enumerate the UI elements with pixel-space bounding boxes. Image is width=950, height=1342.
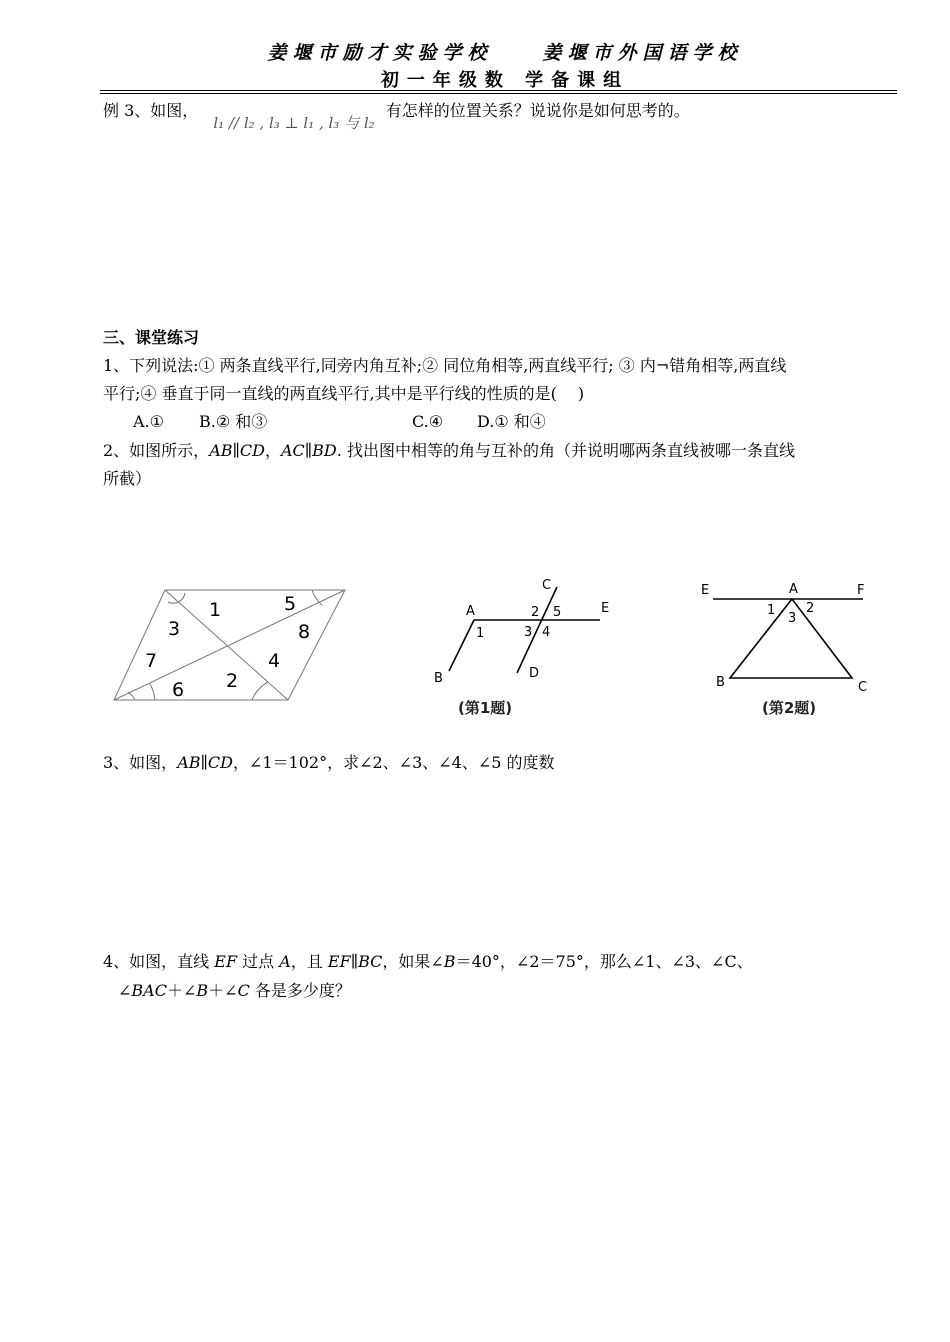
q1fig-angle-2: 2 xyxy=(531,605,540,620)
q3-line xyxy=(103,748,555,777)
q2fig-point-b: B xyxy=(716,675,725,690)
q1-line1: 1、下列说法:① 两条直线平行,同旁内角互补;② 同位角相等,两直线平行; ③ 内¬错角相等,两直线 xyxy=(103,356,787,375)
q1fig-caption: (第1题) xyxy=(458,699,513,717)
para-angle-4: 4 xyxy=(268,650,281,672)
q4-b2: B xyxy=(196,981,209,1000)
q2-prefix: 2、如图所示， xyxy=(103,441,210,460)
para-angle-1: 1 xyxy=(209,599,222,621)
q2-sep: ， xyxy=(264,441,281,460)
q2-rel1: AB∥CD xyxy=(209,441,265,460)
q1fig-angle-3: 3 xyxy=(524,625,533,640)
q2-rel2: AC∥BD xyxy=(280,441,337,460)
q1-option-a: A.① xyxy=(133,412,164,431)
q1fig-point-c: C xyxy=(542,578,552,593)
q4-plus1: ＋∠ xyxy=(166,981,197,1000)
q1fig-angle-5: 5 xyxy=(553,605,562,620)
q1-line2: 平行;④ 垂直于同一直线的两直线平行,其中是平行线的性质的是( ) xyxy=(103,384,585,403)
q1-option-c: C.④ xyxy=(412,412,444,431)
q4-line2 xyxy=(118,976,351,1005)
q1fig-angle-1: 1 xyxy=(476,626,485,641)
q3-prefix: 3、如图， xyxy=(103,753,178,772)
q4-a: A xyxy=(279,952,291,971)
q4-rest1: ＝40°，∠2＝75°，那么∠1、∠3、∠C、 xyxy=(455,952,753,971)
q4-plus2: ＋∠ xyxy=(208,981,238,1000)
para-angle-3: 3 xyxy=(168,618,181,640)
q1fig-point-a: A xyxy=(466,604,475,619)
q2fig-angle-3: 3 xyxy=(788,611,797,626)
example3-prefix: 例 3、如图， xyxy=(103,101,199,120)
para-angle-5: 5 xyxy=(284,593,297,615)
para-angle-7: 7 xyxy=(145,650,158,672)
q4-ef: EF xyxy=(214,952,238,971)
q4-prefix: 4、如图，直线 xyxy=(103,952,215,971)
q1-option-b: B.② 和③ xyxy=(199,412,268,431)
para-angle-6: 6 xyxy=(172,679,185,701)
example3-suffix: 有怎样的位置关系？说说你是如何思考的。 xyxy=(385,101,690,120)
q4-end: 各是多少度？ xyxy=(249,981,351,1000)
q2fig-point-e: E xyxy=(701,583,710,598)
q2fig-point-f: F xyxy=(857,583,865,598)
q2-rest: . 找出图中相等的角与互补的角（并说明哪两条直线被哪一条直线 xyxy=(336,441,795,460)
q4-b: B xyxy=(443,952,456,971)
q2fig-point-a: A xyxy=(789,582,798,597)
para-angle-2: 2 xyxy=(226,670,239,692)
q4-mid3: ，如果∠ xyxy=(382,952,444,971)
section-title: 三、课堂练习 xyxy=(103,328,200,347)
q1-option-d: D.① 和④ xyxy=(477,412,546,431)
q3-rest: ，∠1＝102°，求∠2、∠3、∠4、∠5 的度数 xyxy=(232,753,555,772)
q3-rel: AB∥CD xyxy=(177,753,233,772)
q2fig-angle-1: 1 xyxy=(767,603,776,618)
header-school-line: 姜堰市励才实验学校 姜堰市外国语学校 xyxy=(267,42,743,64)
para-angle-8: 8 xyxy=(298,621,311,643)
q2fig-angle-2: 2 xyxy=(806,601,815,616)
q2fig-caption: (第2题) xyxy=(762,699,817,717)
q1fig-point-d: D xyxy=(529,666,540,681)
q4-mid1: 过点 xyxy=(237,952,280,971)
q1fig-point-e: E xyxy=(601,601,610,616)
q4-c: C xyxy=(237,981,250,1000)
header-group-line: 初一年级数 学备课组 xyxy=(380,70,630,91)
example3-formula: l₁ // l₂ , l₃ ⊥ l₁ , l₃ 与 l₂ xyxy=(213,114,375,132)
q4-bac: ∠BAC xyxy=(118,981,167,1000)
q2-line2: 所截） xyxy=(103,469,152,488)
q1fig-point-b: B xyxy=(434,671,443,686)
q4-line1 xyxy=(103,947,753,976)
q4-mid2: ，且 xyxy=(290,952,328,971)
q4-rel: EF∥BC xyxy=(327,952,383,971)
q1fig-angle-4: 4 xyxy=(542,625,551,640)
q2fig-point-c: C xyxy=(858,680,868,695)
